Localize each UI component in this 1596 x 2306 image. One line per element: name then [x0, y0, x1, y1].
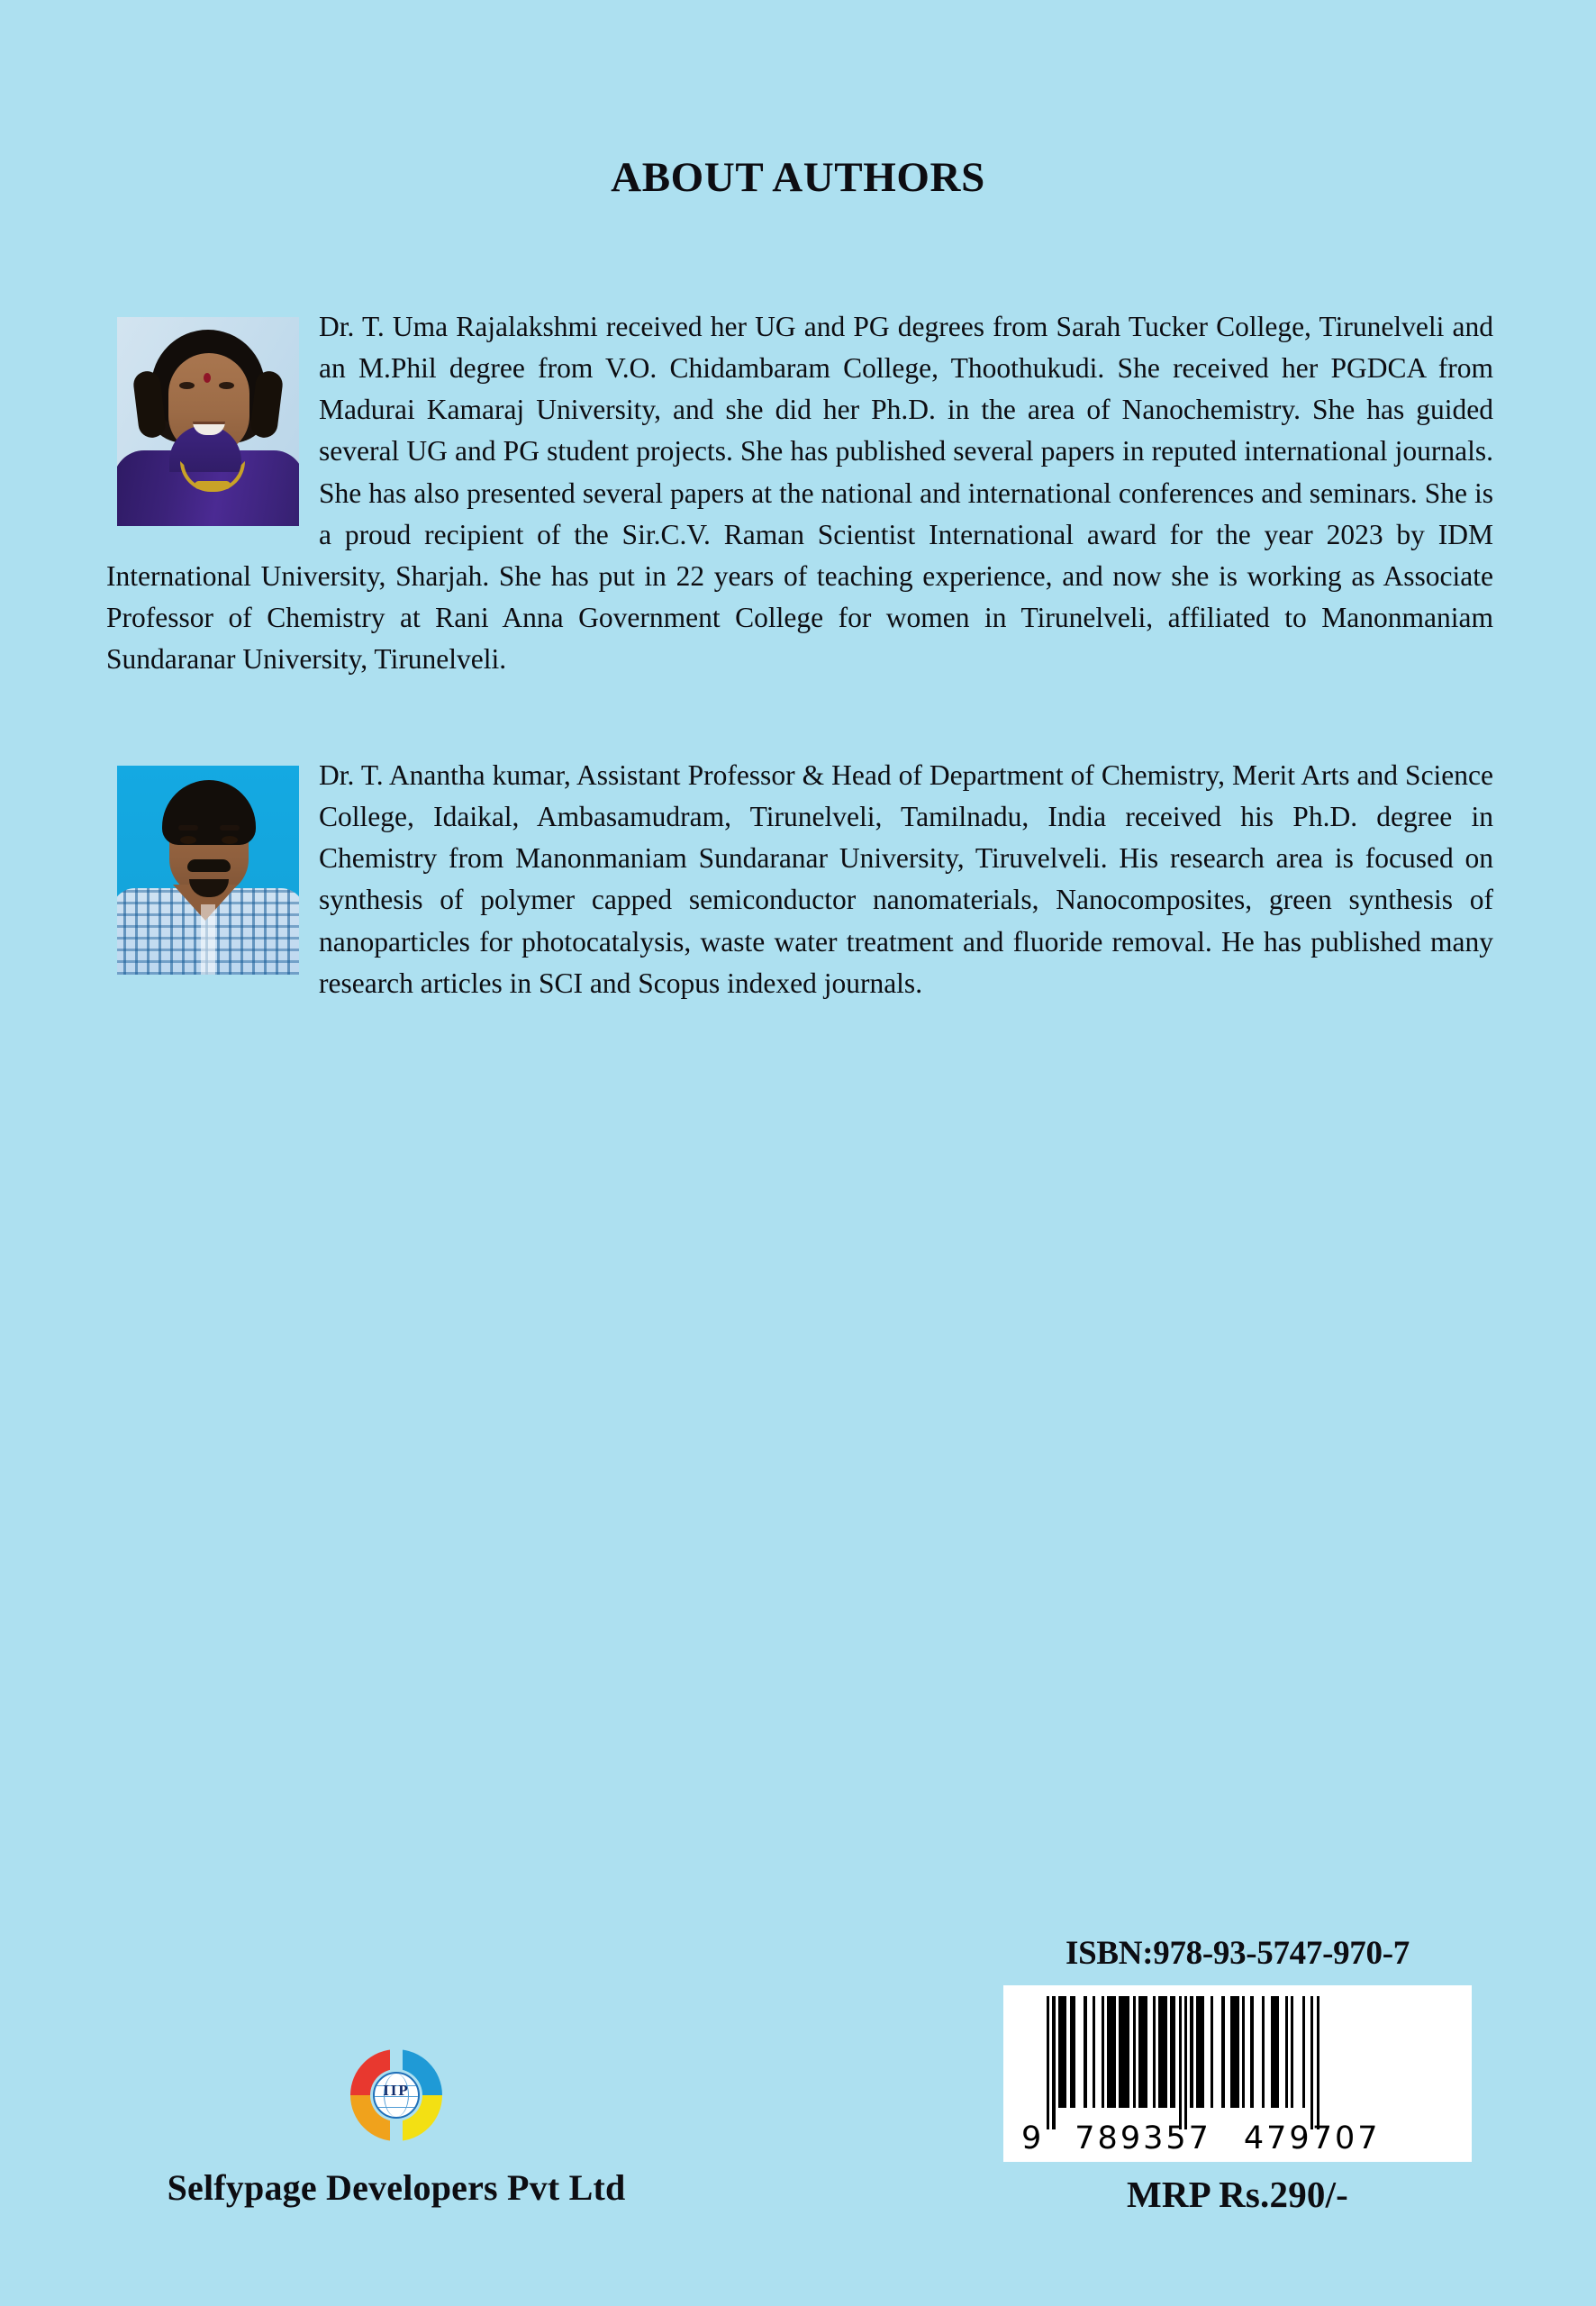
- eye-left-shape: [180, 836, 196, 844]
- author-1-bio-text: Dr. T. Uma Rajalakshmi received her UG and PG degrees from Sarah Tucker College, Tirunelveli and an M.Phil degree from V.O. Chidambaram College, Thoothukudi. She received her PGDCA from Madurai Kamaraj University, and she did her Ph.D. in the area of Nanochemistry. She has guided several UG and PG student projects. She has published several papers in reputed international journals. She has also presented several papers at the national and international conferences and seminars. She is a proud recipient of the Sir.C.V. Raman Scientist International award for the year 2023 by IDM International University, Sharjah. She has put in 22 years of teaching experience, and now she is working as Associate Professor of Chemistry at Rani Anna Government College for women in Tirunelveli, affiliated to Manonmaniam Sundaranar University, Tirunelveli.: [106, 311, 1493, 676]
- mustache-shape: [187, 859, 231, 872]
- publisher-name: Selfypage Developers Pvt Ltd: [167, 2167, 626, 2208]
- bindi-shape: [204, 373, 211, 383]
- iip-publisher-logo-icon: [350, 2049, 442, 2141]
- publisher-block: [108, 2049, 685, 2209]
- page-title: ABOUT AUTHORS: [611, 154, 985, 202]
- author-2-photo: [117, 766, 299, 975]
- barcode-digits: [1016, 2120, 1459, 2156]
- eyebrow-right-shape: [220, 825, 240, 831]
- barcode-left-group: 789357: [1075, 2120, 1211, 2156]
- eyebrow-left-shape: [178, 825, 198, 831]
- barcode: [1003, 1985, 1472, 2162]
- barcode-bars: [1047, 1996, 1319, 2129]
- placket-shape: [201, 904, 215, 975]
- author-2-bio-text: Dr. T. Anantha kumar, Assistant Professor & Head of Department of Chemistry, Merit Arts and Science College, Idaikal, Ambasamudram, Tirunelveli, Tamilnadu, India received his Ph.D. degree in Chemistry from Manonmaniam Sundaranar University, Tiruvelveli. His research area is focused on synthesis of polymer capped semiconductor nanomaterials, Nanocomposites, green synthesis of nanoparticles for photocatalysis, waste water treatment and fluoride removal. He has published many research articles in SCI and Scopus indexed journals.: [319, 759, 1493, 999]
- price-label: MRP Rs.290/-: [1126, 2174, 1349, 2215]
- author-1-photo: [117, 317, 299, 526]
- isbn-block: [985, 1934, 1490, 2216]
- globe-parallel: [375, 2107, 418, 2108]
- barcode-right-group: 479707: [1243, 2120, 1381, 2156]
- author-bio-block-1: [106, 306, 1493, 680]
- shirt-shape: [117, 888, 299, 975]
- logo-iip-text: IIP: [383, 2082, 410, 2099]
- barcode-lead-digit: 9: [1021, 2120, 1045, 2156]
- author-bio-block-2: [106, 755, 1493, 1004]
- eye-right-shape: [222, 836, 238, 844]
- eye-left-shape: [179, 382, 195, 389]
- isbn-number: ISBN:978-93-5747-970-7: [1066, 1935, 1410, 1972]
- eye-right-shape: [219, 382, 234, 389]
